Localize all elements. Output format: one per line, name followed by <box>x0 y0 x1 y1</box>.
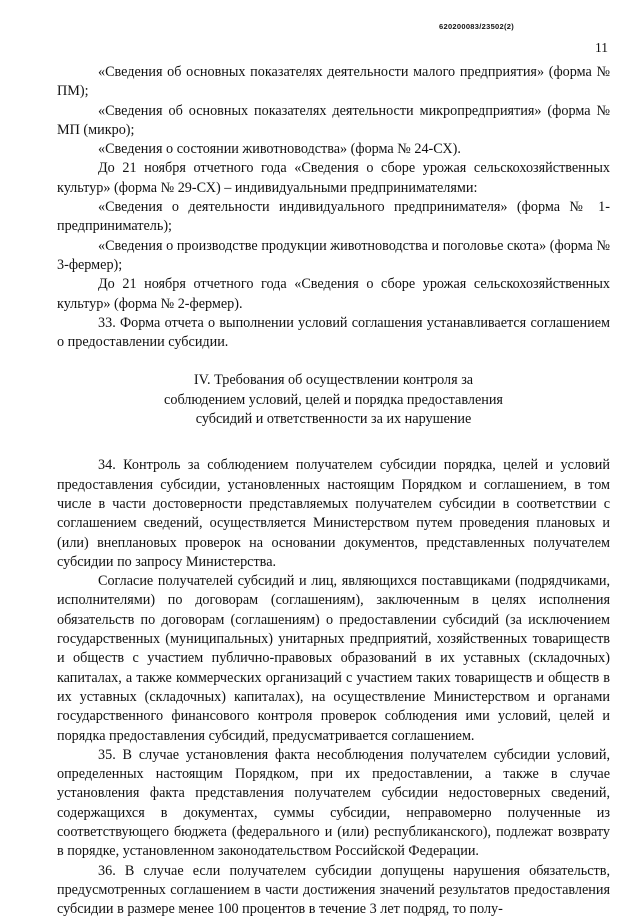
paragraph: «Сведения об основных показателях деятельности микропредприятия» (форма № МП (микро); <box>57 102 610 138</box>
paragraph: 33. Форма отчета о выполнении условий соглашения устанавливается соглашением о предоставлении субсидии. <box>57 314 610 351</box>
paragraph: До 21 ноября отчетного года «Сведения о сборе урожая сельскохозяйственных культур» (форма № 2-фермер). <box>57 276 610 312</box>
paragraph: «Сведения о деятельности индивидуального предпринимателя» (форма № 1-предприниматель); <box>57 199 610 235</box>
paragraph: Согласие получателей субсидий и лиц, являющихся поставщиками (подрядчиками, исполнителями) по договорам (соглашениям), заключенным в целях исполнения обязательств по договорам (соглашениям) о предоставлении субсидий (за исключением государственных (муниципальных) унитарных предприятий, хозяйственных товариществ и обществ с участием публично-правовых образований в их уставных (складочных) капиталах, а также коммерческих организаций с участием таких товариществ и обществ в их уставных (складочных) капиталах), на осуществление Министерством и органами государственного финансового контроля проверок соблюдения ими условий, целей и порядка предоставления субсидий, предусматривается соглашением. <box>57 573 610 744</box>
document-code: 620200083/23502(2) <box>439 22 515 31</box>
paragraph: «Сведения о производстве продукции животноводства и поголовье скота» (форма № 3-фермер); <box>57 237 610 273</box>
heading-line: субсидий и ответственности за их нарушение <box>195 411 472 428</box>
paragraph: «Сведения о состоянии животноводства» (форма № 24-СХ). <box>98 141 461 158</box>
heading-line: соблюдением условий, целей и порядка предоставления <box>164 391 503 408</box>
page-number: 11 <box>595 40 608 55</box>
paragraph: 34. Контроль за соблюдением получателем субсидии порядка, целей и условий предоставления субсидии, установленных настоящим Порядком и соглашением, в том числе в части достоверности представляемых получателем субсидии в соответствии с соглашением сведений, осуществляется Министерством путем проведения плановых и (или) внеплановых проверок на основании документов, представленных получателем субсидии по запросу Министерства. <box>57 457 610 570</box>
paragraph: 35. В случае установления факта несоблюдения получателем субсидии условий, определенных настоящим Порядком, при их предоставлении, а также в случае установления факта представления получателем субсидии недостоверных сведений, содержащихся в документах, суммы субсидии, неправомерно полученные из соответствующего бюджета (федерального и (или) республиканского), подлежат возврату в порядке, установленном законодательством Российской Федерации. <box>57 746 610 860</box>
paragraph: До 21 ноября отчетного года «Сведения о сборе урожая сельскохозяйственных культур» (форма № 29-СХ) – индивидуальными предпринимателями: <box>57 160 610 196</box>
paragraph: 36. В случае если получателем субсидии допущены нарушения обязательств, предусмотренных соглашением в части достижения значений результатов предоставления субсидии в размере менее 100 процентов в течение 3 лет подряд, то полу- <box>57 862 610 918</box>
paragraph: «Сведения об основных показателях деятельности малого предприятия» (форма № ПМ); <box>57 64 610 100</box>
section-heading <box>57 352 610 456</box>
heading-line: IV. Требования об осуществлении контроля за <box>193 372 474 389</box>
document-body <box>57 63 610 919</box>
